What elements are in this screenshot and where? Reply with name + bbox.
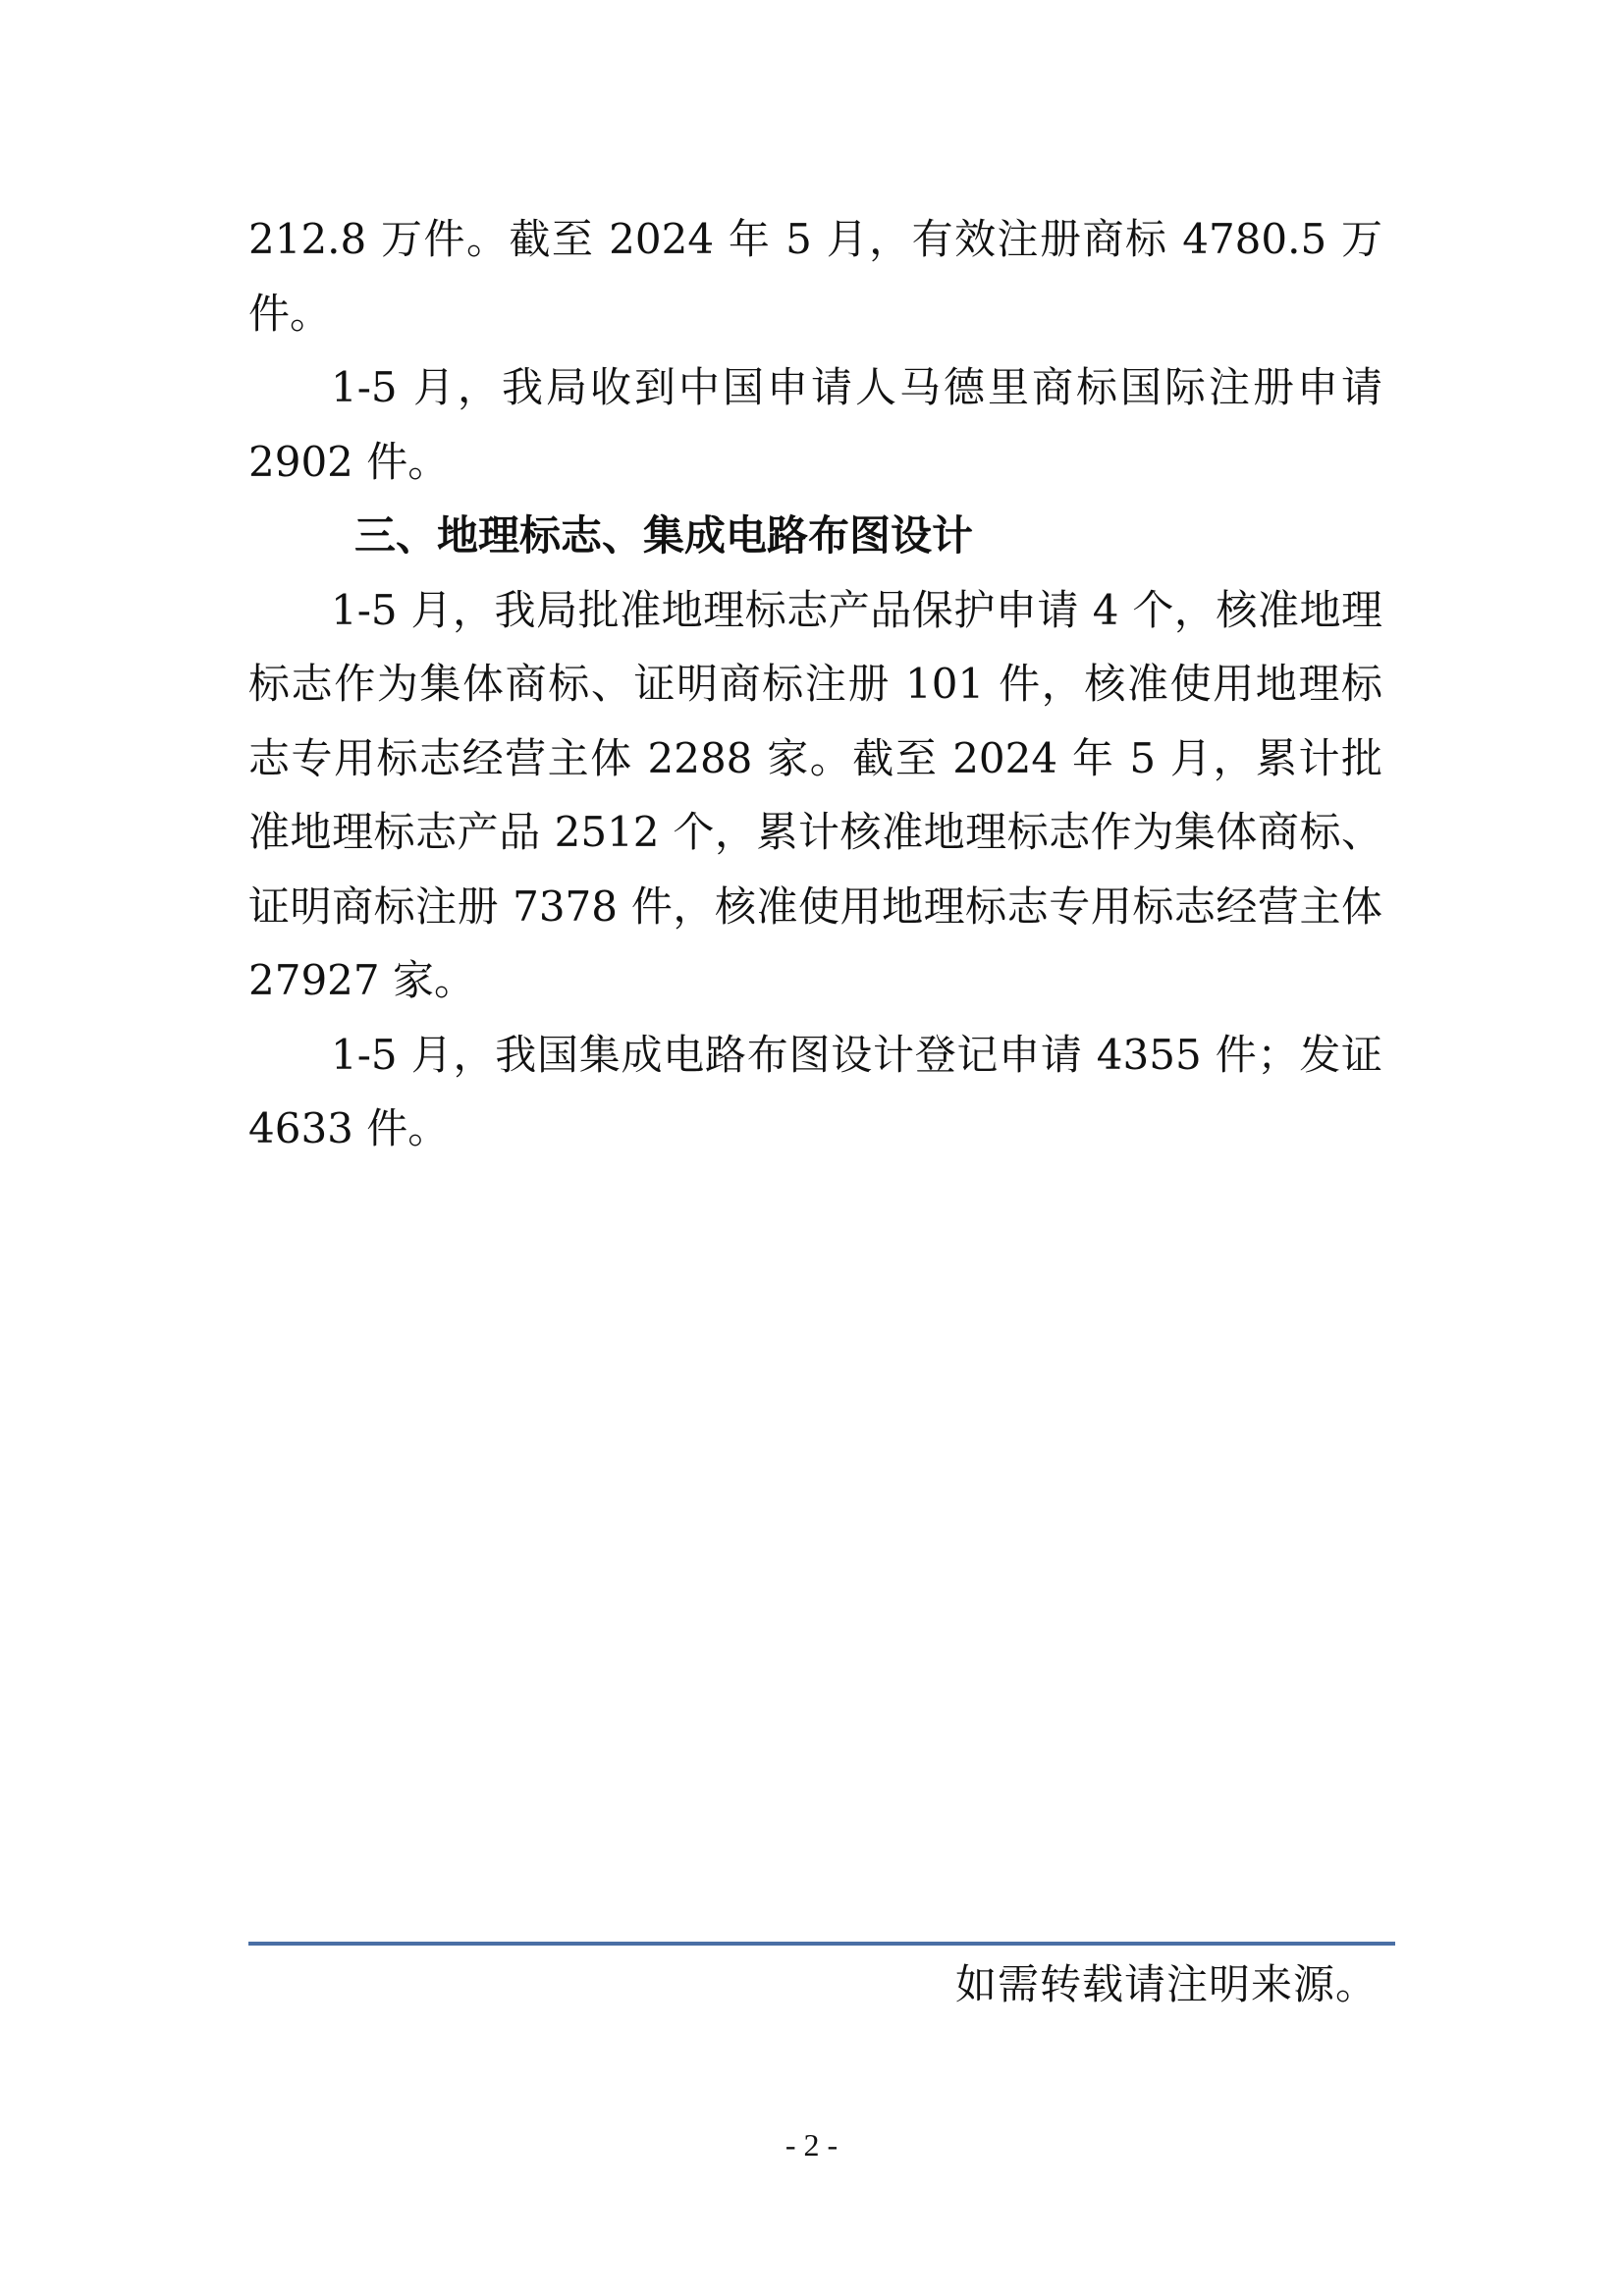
- paragraph-ic-layout-design: 1-5 月，我国集成电路布图设计登记申请 4355 件；发证 4633 件。: [248, 1030, 1382, 1152]
- page-number: - 2 -: [784, 2127, 839, 2163]
- document-body: [248, 202, 1382, 1166]
- paragraph-madrid-applications: 1-5 月，我局收到中国申请人马德里商标国际注册申请 2902 件。: [248, 363, 1382, 486]
- section-heading-geo-ic: 三、地理标志、集成电路布图设计: [354, 511, 974, 560]
- paragraph-trademark-total: 212.8 万件。截至 2024 年 5 月，有效注册商标 4780.5 万件。: [248, 215, 1382, 338]
- reprint-source-note: 如需转载请注明来源。: [954, 1960, 1378, 2008]
- footer-divider: [248, 1942, 1395, 1946]
- paragraph-geographical-indications: 1-5 月，我局批准地理标志产品保护申请 4 个，核准地理标志作为集体商标、证明商标注册 101 件，核准使用地理标志专用标志经营主体 2288 家。截至 2024 年 5 月，累计批准地理标志产品 2512 个，累计核准地理标志作为集体商标、证明商标注册 7378 件，核准使用地理标志专用标志经营主体 27927 家。: [248, 585, 1382, 1004]
